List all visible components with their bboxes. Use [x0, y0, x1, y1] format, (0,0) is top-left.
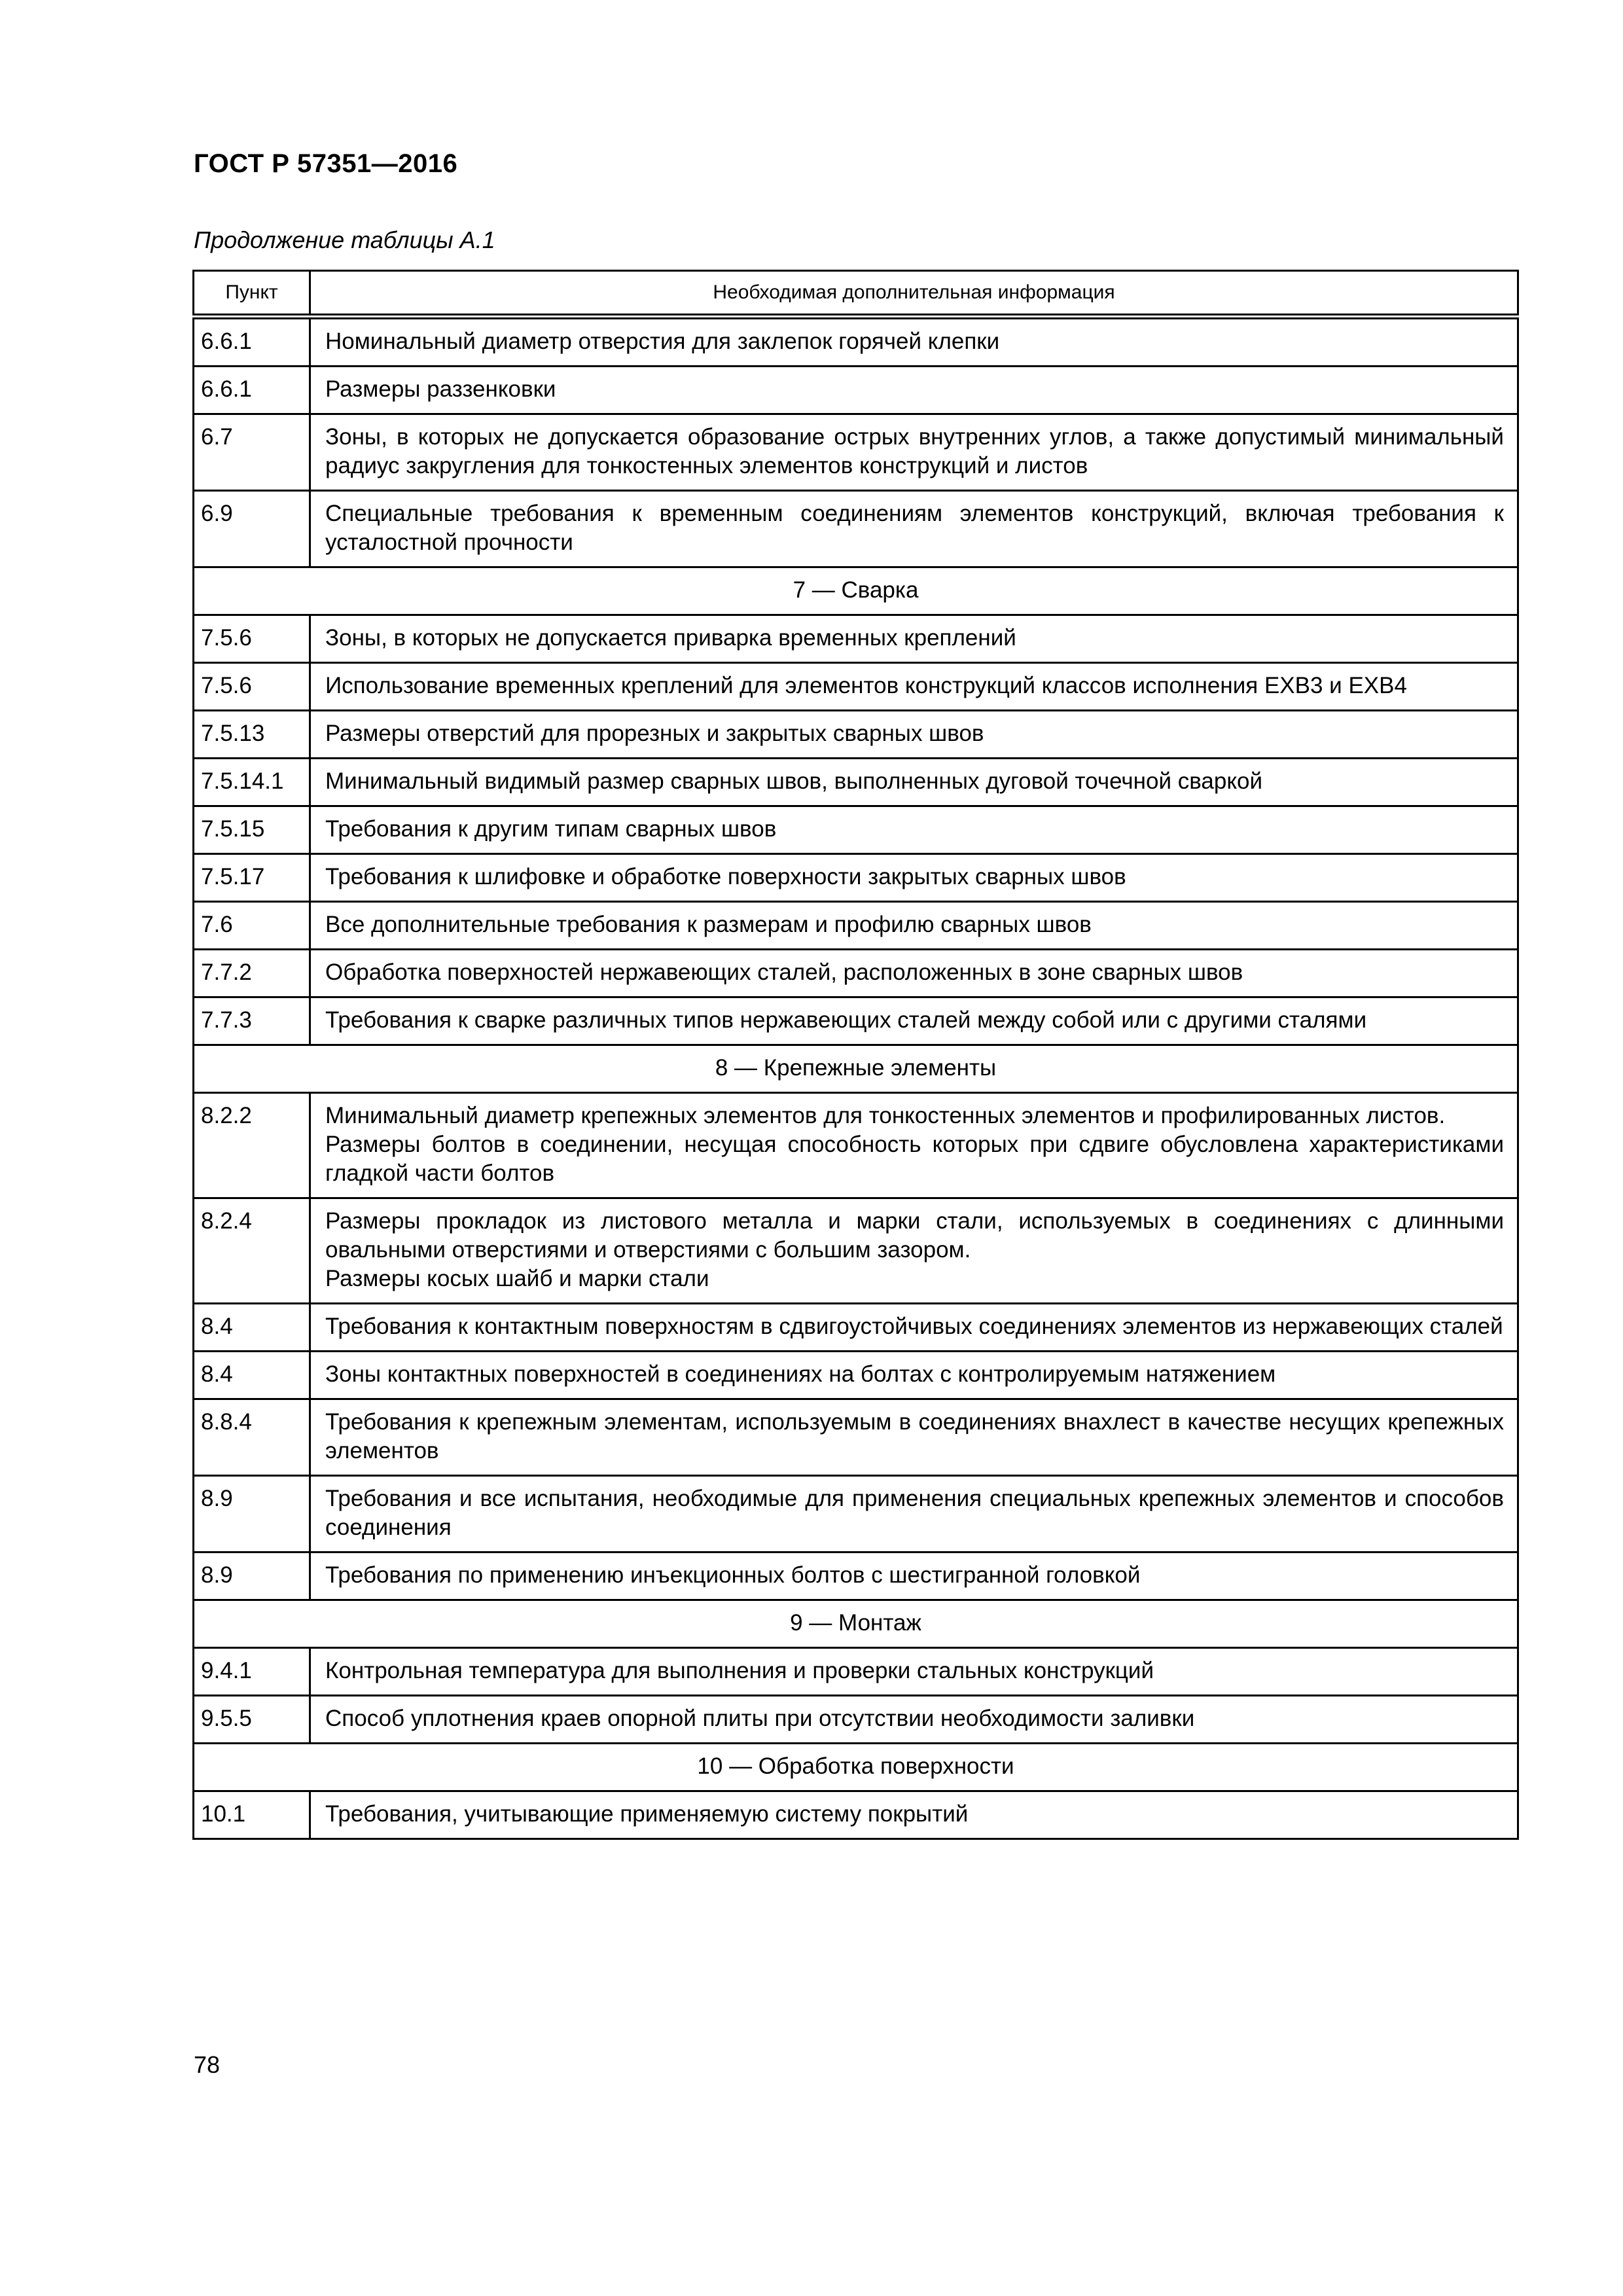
table-row: [194, 367, 1518, 414]
point-number: 8.2.4: [194, 1198, 310, 1304]
description-line: Размеры раззенковки: [325, 376, 556, 402]
description-line: Требования, учитывающие применяемую систему покрытий: [325, 1801, 969, 1827]
point-number: 6.7: [194, 414, 310, 491]
requirement-description: [310, 1399, 1518, 1476]
table-body: [194, 317, 1518, 1839]
table-header-row: [194, 271, 1518, 317]
description-line: Зоны, в которых не допускается приварка временных креплений: [325, 625, 1016, 651]
requirement-description: [310, 759, 1518, 806]
requirement-description: [310, 1198, 1518, 1304]
point-number: 6.6.1: [194, 317, 310, 367]
point-number: 8.8.4: [194, 1399, 310, 1476]
description-line: Требования к другим типам сварных швов: [325, 816, 777, 842]
table-row: [194, 1399, 1518, 1476]
point-number: 8.4: [194, 1304, 310, 1352]
point-number: 8.9: [194, 1476, 310, 1552]
table-row: [194, 1198, 1518, 1304]
table-row: [194, 1093, 1518, 1198]
requirements-table: [192, 270, 1519, 1840]
requirement-description: [310, 367, 1518, 414]
section-title: 9 — Монтаж: [194, 1600, 1518, 1648]
description-line: Требования и все испытания, необходимые для применения специальных крепежных элементов и способов соединения: [325, 1486, 1504, 1540]
description-line: Требования к сварке различных типов нержавеющих сталей между собой или с другими сталями: [325, 1007, 1367, 1033]
requirement-description: [310, 615, 1518, 663]
table-row: [194, 414, 1518, 491]
requirement-description: [310, 902, 1518, 950]
section-header-row: [194, 567, 1518, 615]
description-line: Размеры косых шайб и марки стали: [325, 1266, 709, 1291]
page-number: 78: [194, 2051, 221, 2078]
requirement-description: [310, 1552, 1518, 1600]
requirement-description: [310, 663, 1518, 711]
point-number: 8.2.2: [194, 1093, 310, 1198]
section-header-row: [194, 1600, 1518, 1648]
section-header-row: [194, 1744, 1518, 1791]
section-title: 8 — Крепежные элементы: [194, 1045, 1518, 1093]
description-line: Зоны контактных поверхностей в соединениях на болтах с контролируемым натяжением: [325, 1361, 1276, 1387]
point-number: 7.5.6: [194, 615, 310, 663]
requirement-description: [310, 317, 1518, 367]
description-line: Требования по применению инъекционных болтов с шестигранной головкой: [325, 1562, 1141, 1588]
point-number: 7.5.17: [194, 854, 310, 902]
point-number: 7.5.13: [194, 711, 310, 759]
table-row: [194, 1791, 1518, 1839]
table-row: [194, 950, 1518, 997]
point-number: 9.4.1: [194, 1648, 310, 1696]
point-number: 7.5.15: [194, 806, 310, 854]
table-row: [194, 711, 1518, 759]
requirement-description: [310, 1476, 1518, 1552]
description-line: Зоны, в которых не допускается образование острых внутренних углов, а также допустимый минимальный радиус закругления для тонкостенных элементов конструкций и листов: [325, 424, 1504, 478]
section-title: 10 — Обработка поверхности: [194, 1744, 1518, 1791]
point-number: 6.9: [194, 491, 310, 567]
requirement-description: [310, 1352, 1518, 1399]
column-header-point: Пункт: [194, 271, 310, 317]
description-line: Минимальный диаметр крепежных элементов для тонкостенных элементов и профилированных листов.: [325, 1103, 1446, 1128]
document-code: ГОСТ Р 57351—2016: [194, 149, 458, 178]
table-row: [194, 902, 1518, 950]
description-line: Минимальный видимый размер сварных швов, выполненных дуговой точечной сваркой: [325, 768, 1263, 794]
description-line: Контрольная температура для выполнения и проверки стальных конструкций: [325, 1658, 1154, 1683]
table-row: [194, 317, 1518, 367]
description-line: Все дополнительные требования к размерам и профилю сварных швов: [325, 912, 1092, 937]
requirement-description: [310, 1791, 1518, 1839]
section-header-row: [194, 1045, 1518, 1093]
table-row: [194, 1696, 1518, 1744]
table-row: [194, 1476, 1518, 1552]
point-number: 7.7.2: [194, 950, 310, 997]
requirement-description: [310, 1304, 1518, 1352]
point-number: 7.5.14.1: [194, 759, 310, 806]
section-title: 7 — Сварка: [194, 567, 1518, 615]
point-number: 8.4: [194, 1352, 310, 1399]
table-caption: Продолжение таблицы А.1: [194, 226, 495, 253]
point-number: 7.7.3: [194, 997, 310, 1045]
requirement-description: [310, 997, 1518, 1045]
description-line: Требования к крепежным элементам, используемым в соединениях внахлест в качестве несущих крепежных элементов: [325, 1409, 1504, 1463]
description-line: Требования к контактным поверхностям в сдвигоустойчивых соединениях элементов из нержавеющих сталей: [325, 1314, 1503, 1339]
point-number: 8.9: [194, 1552, 310, 1600]
table-row: [194, 854, 1518, 902]
table-row: [194, 759, 1518, 806]
requirement-description: [310, 1696, 1518, 1744]
description-line: Размеры прокладок из листового металла и марки стали, используемых в соединениях с длинными овальными отверстиями и отверстиями с большим зазором.: [325, 1208, 1504, 1263]
requirement-description: [310, 854, 1518, 902]
table-row: [194, 663, 1518, 711]
table-row: [194, 491, 1518, 567]
description-line: Размеры отверстий для прорезных и закрытых сварных швов: [325, 721, 984, 746]
point-number: 7.5.6: [194, 663, 310, 711]
table-row: [194, 615, 1518, 663]
description-line: Номинальный диаметр отверстия для заклепок горячей клепки: [325, 329, 1000, 354]
table-row: [194, 806, 1518, 854]
description-line: Способ уплотнения краев опорной плиты при отсутствии необходимости заливки: [325, 1706, 1195, 1731]
point-number: 7.6: [194, 902, 310, 950]
requirement-description: [310, 950, 1518, 997]
requirement-description: [310, 1648, 1518, 1696]
table-row: [194, 1304, 1518, 1352]
table-row: [194, 1648, 1518, 1696]
table-row: [194, 997, 1518, 1045]
description-line: Обработка поверхностей нержавеющих сталей, расположенных в зоне сварных швов: [325, 960, 1243, 985]
point-number: 10.1: [194, 1791, 310, 1839]
point-number: 6.6.1: [194, 367, 310, 414]
description-line: Размеры болтов в соединении, несущая способность которых при сдвиге обусловлена характеристиками гладкой части болтов: [325, 1132, 1504, 1186]
requirement-description: [310, 711, 1518, 759]
requirement-description: [310, 414, 1518, 491]
point-number: 9.5.5: [194, 1696, 310, 1744]
description-line: Использование временных креплений для элементов конструкций классов исполнения EXB3 и EXB4: [325, 673, 1407, 698]
requirement-description: [310, 491, 1518, 567]
requirement-description: [310, 1093, 1518, 1198]
description-line: Требования к шлифовке и обработке поверхности закрытых сварных швов: [325, 864, 1126, 889]
description-line: Специальные требования к временным соединениям элементов конструкций, включая требования к усталостной прочности: [325, 501, 1504, 555]
table-row: [194, 1552, 1518, 1600]
requirement-description: [310, 806, 1518, 854]
column-header-info: Необходимая дополнительная информация: [310, 271, 1518, 317]
table-row: [194, 1352, 1518, 1399]
